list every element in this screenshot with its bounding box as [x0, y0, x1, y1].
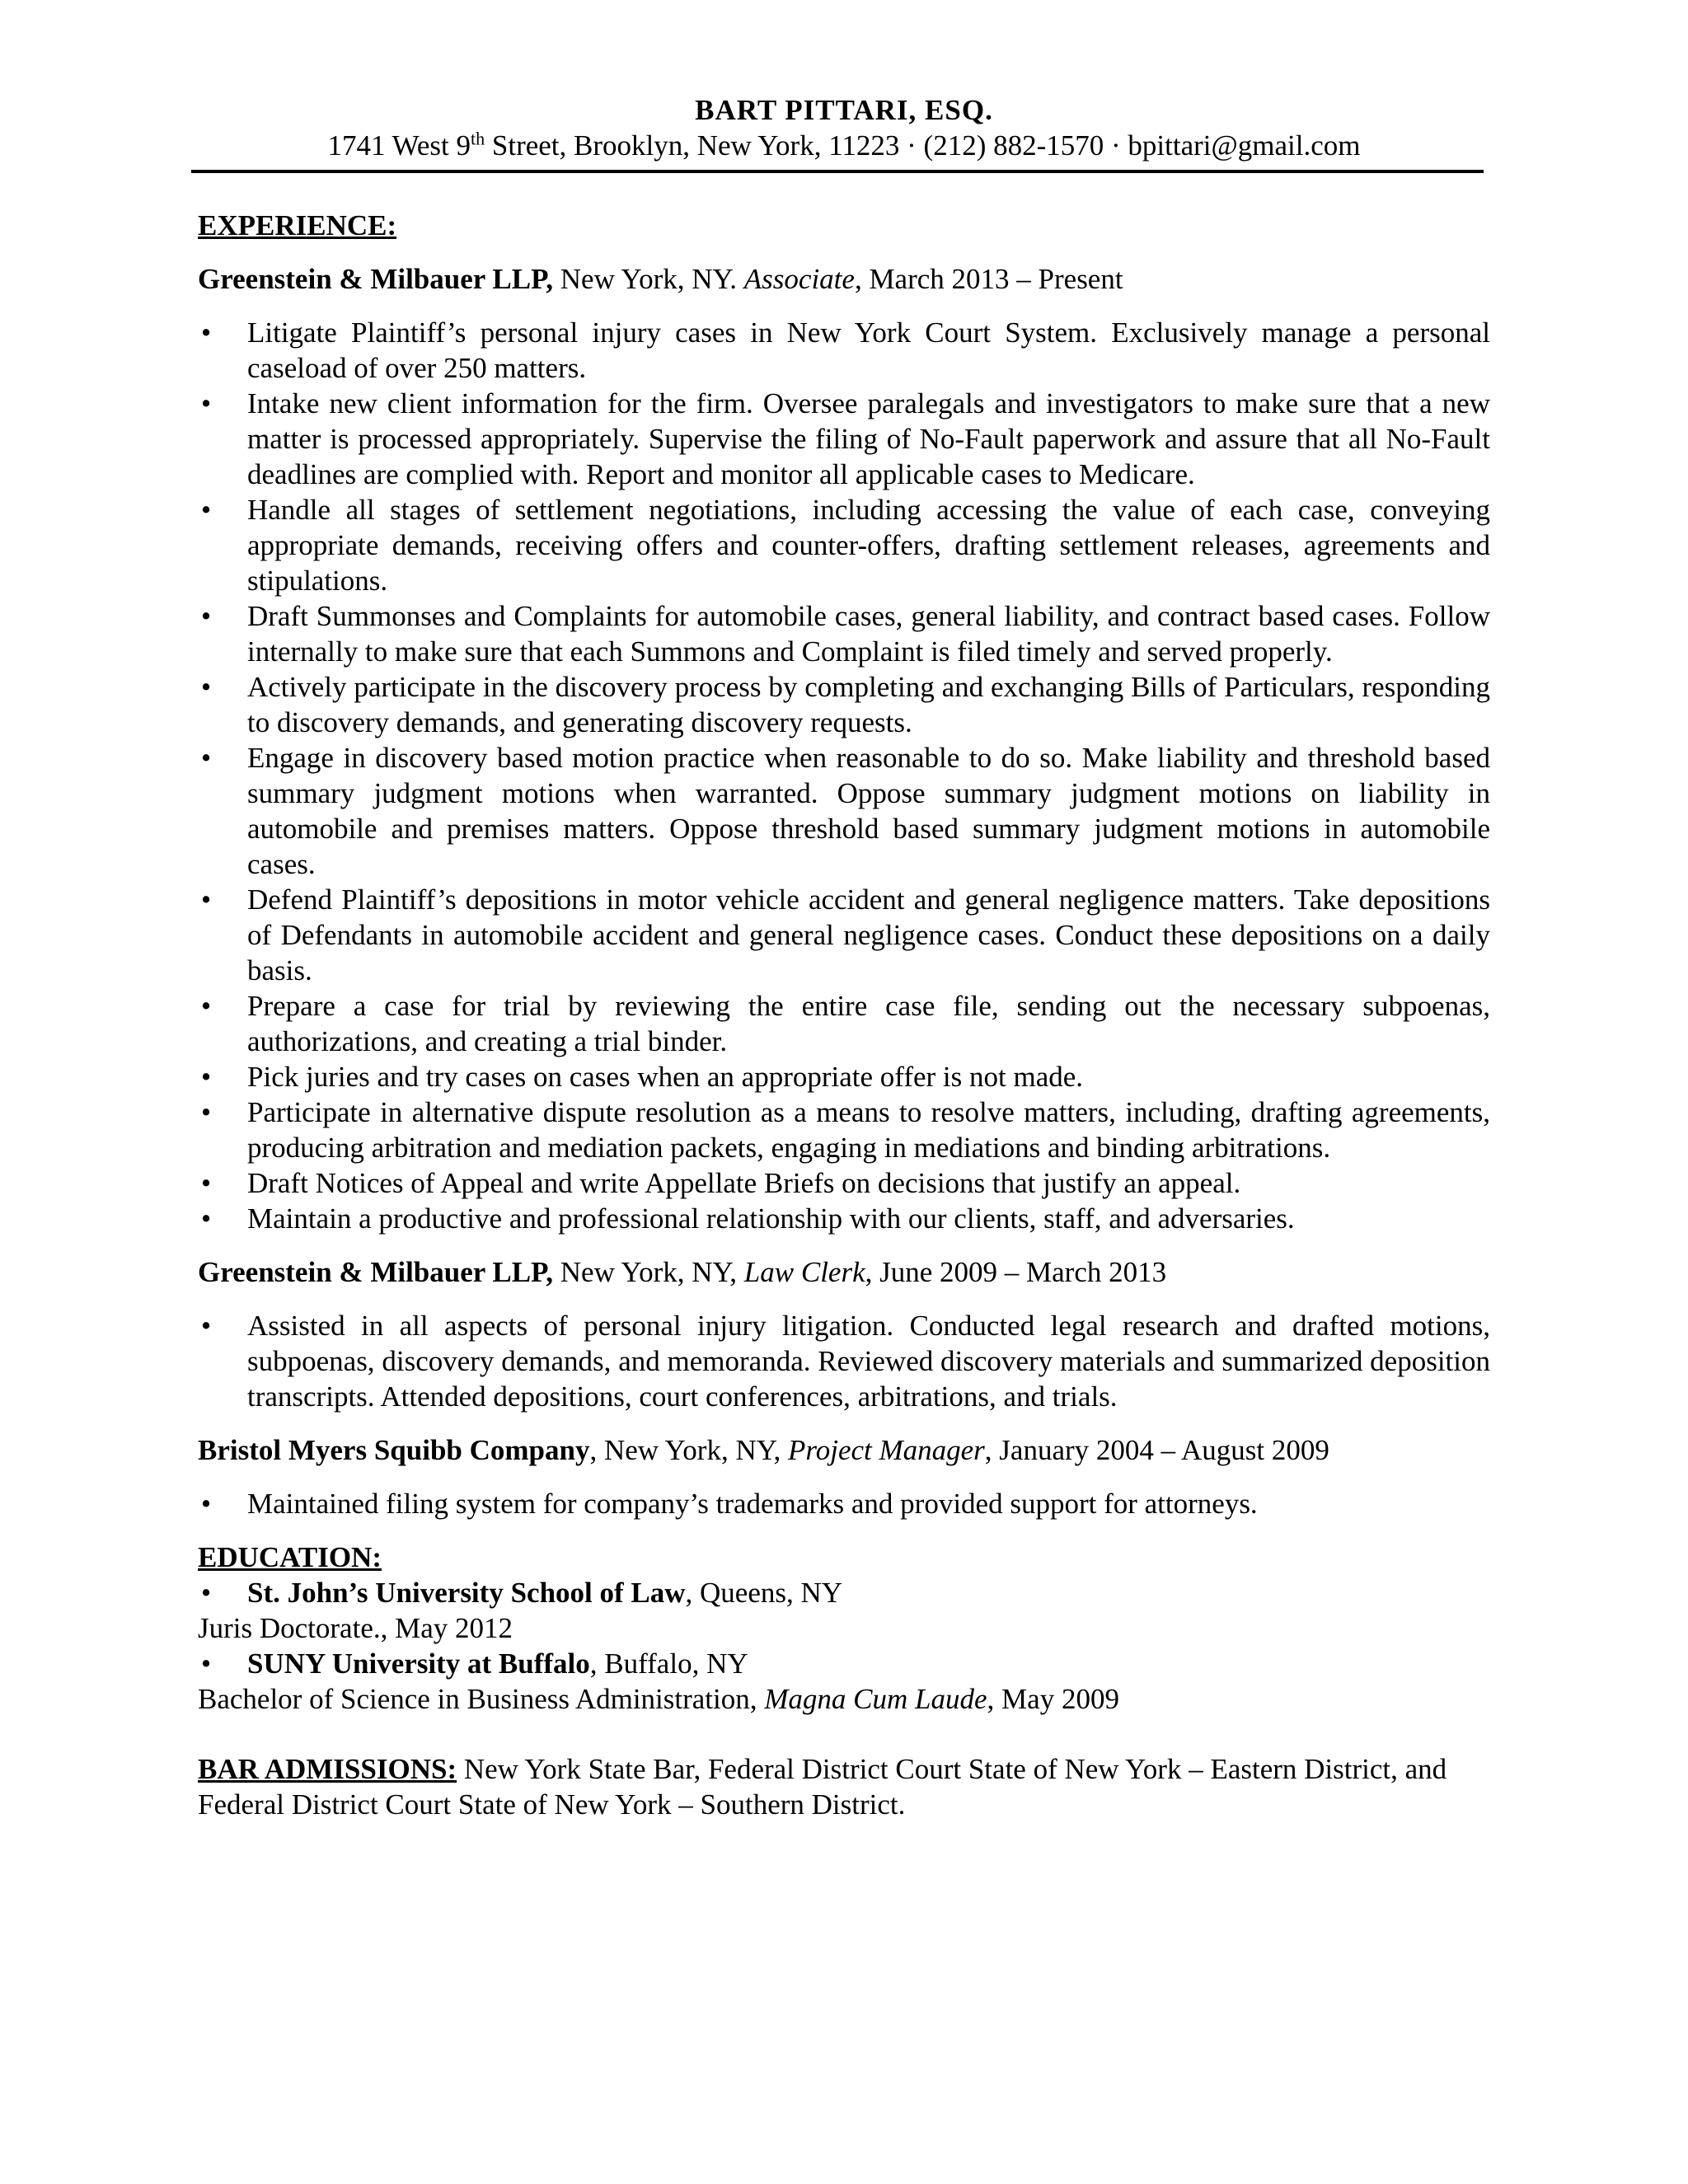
list-item [198, 1059, 1490, 1094]
experience-list [198, 261, 1490, 1521]
bullet-text: Draft Notices of Appeal and write Appellate Briefs on decisions that justify an appeal. [247, 1167, 1241, 1199]
bullet-icon: • [200, 600, 212, 632]
job-location: New York, NY, [553, 1256, 744, 1288]
education-list [198, 1575, 1490, 1717]
job-bullets [198, 1308, 1490, 1414]
job-title: Associate [743, 263, 855, 295]
job-bullets [198, 1486, 1490, 1521]
bullet-text: Assisted in all aspects of personal injury litigation. Conducted legal research and drafted motions, subpoenas, discovery demands, and memoranda. Reviewed discovery materials and summarized deposition transcripts. Attended depositions, court conferences, arbitrations, and trials. [247, 1310, 1490, 1413]
bullet-icon: • [200, 1310, 212, 1342]
list-item [198, 315, 1490, 386]
job-dates: , June 2009 – March 2013 [865, 1256, 1167, 1288]
bullet-text: Prepare a case for trial by reviewing the entire case file, sending out the necessary subpoenas, authorizations, and creating a trial binder. [247, 990, 1490, 1057]
bullet-icon: • [200, 1061, 212, 1093]
bar-admissions-label: BAR ADMISSIONS: [198, 1753, 457, 1785]
address-superscript: th [471, 128, 485, 149]
job-heading [198, 261, 1490, 297]
list-item [198, 1094, 1490, 1165]
bullet-icon: • [200, 671, 212, 703]
list-item [198, 740, 1490, 882]
education-school [198, 1646, 1490, 1681]
list-item [198, 386, 1490, 492]
bullet-icon: • [200, 1577, 212, 1609]
bullet-icon: • [200, 742, 212, 774]
job-heading [198, 1254, 1490, 1290]
degree: Bachelor of Science in Business Administration, [198, 1683, 765, 1715]
list-item [198, 1165, 1490, 1201]
header-divider [191, 170, 1484, 173]
employer-name: Greenstein & Milbauer LLP, [198, 1256, 554, 1288]
school-name: SUNY University at Buffalo [247, 1647, 590, 1680]
bullet-text: Litigate Plaintiff’s personal injury cases in New York Court System. Exclusively manage a personal caseload of over 250 matters. [247, 316, 1490, 384]
list-item [198, 1308, 1490, 1414]
bullet-text: Draft Summonses and Complaints for automobile cases, general liability, and contract based cases. Follow internally to make sure that each Summons and Complaint is filed timely and served properly. [247, 600, 1490, 668]
degree-date: , May 2009 [987, 1683, 1119, 1715]
degree-line [198, 1610, 1490, 1646]
bullet-text: Engage in discovery based motion practice when reasonable to do so. Make liability and threshold based summary judgment motions when warranted. Oppose summary judgment motions on liability in automobile and premises matters. Oppose threshold based summary judgment motions in automobile cases. [247, 742, 1490, 880]
list-item [198, 492, 1490, 598]
bullet-text: Actively participate in the discovery process by completing and exchanging Bills of Particulars, responding to discovery demands, and generating discovery requests. [247, 671, 1490, 738]
job-dates: , March 2013 – Present [854, 263, 1123, 295]
list-item [198, 988, 1490, 1059]
school-location: , Buffalo, NY [589, 1647, 748, 1680]
list-item [198, 598, 1490, 669]
address-part-2: Street, Brooklyn, New York, 11223 · (212) 882-1570 · bpittari@gmail.com [485, 129, 1361, 162]
bullet-icon: • [200, 316, 212, 349]
bar-admissions-text: New York State Bar, Federal District Court State of New York – Eastern District, and Federal District Court State of New York – Southern District. [198, 1753, 1447, 1821]
bullet-text: Maintained filing system for company’s trademarks and provided support for attorneys. [247, 1488, 1258, 1520]
bullet-text: Maintain a productive and professional relationship with our clients, staff, and adversaries. [247, 1202, 1295, 1235]
address-part-1: 1741 West 9 [327, 129, 471, 162]
list-item [198, 1201, 1490, 1236]
job-heading [198, 1432, 1490, 1468]
bullet-text: Participate in alternative dispute resolution as a means to resolve matters, including, drafting agreements, producing arbitration and mediation packets, engaging in mediations and binding arbitrations. [247, 1096, 1490, 1164]
list-item [198, 1486, 1490, 1521]
resume-page [198, 0, 1490, 1822]
job-bullets [198, 315, 1490, 1236]
bar-admissions [198, 1751, 1490, 1822]
bullet-icon: • [200, 1488, 212, 1520]
school-name: St. John’s University School of Law [247, 1577, 686, 1609]
employer-name: Bristol Myers Squibb Company [198, 1434, 590, 1466]
bullet-text: Pick juries and try cases on cases when an appropriate offer is not made. [247, 1061, 1084, 1093]
bullet-text: Defend Plaintiff’s depositions in motor vehicle accident and general negligence matters. Take depositions of Defendants in automobile accident and general negligence cases. Conduct these depositions on a daily basis. [247, 883, 1490, 987]
honors: Magna Cum Laude [764, 1683, 987, 1715]
bullet-icon: • [200, 387, 212, 419]
school-location: , Queens, NY [685, 1577, 843, 1609]
job-dates: , January 2004 – August 2009 [984, 1434, 1329, 1466]
contact-line [198, 129, 1490, 163]
bullet-icon: • [200, 494, 212, 526]
bullet-text: Intake new client information for the firm. Oversee paralegals and investigators to make sure that a new matter is processed appropriately. Supervise the filing of No-Fault paperwork and assure that all No-Fault deadlines are complied with. Report and monitor all applicable cases to Medicare. [247, 387, 1490, 490]
bullet-icon: • [200, 883, 212, 916]
bullet-icon: • [200, 1096, 212, 1128]
list-item [198, 669, 1490, 740]
bullet-text: Handle all stages of settlement negotiations, including accessing the value of each case, conveying appropriate demands, receiving offers and counter-offers, drafting settlement releases, agreements and stipulations. [247, 494, 1490, 597]
job-location: , New York, NY, [589, 1434, 789, 1466]
bullet-icon: • [200, 1167, 212, 1199]
bullet-icon: • [200, 1647, 212, 1680]
job-location: New York, NY. [553, 263, 744, 295]
education-heading: EDUCATION: [198, 1541, 382, 1573]
job-title: Law Clerk [743, 1256, 865, 1288]
candidate-name: BART PITTARI, ESQ. [695, 94, 993, 126]
bullet-icon: • [200, 990, 212, 1022]
job-title: Project Manager [788, 1434, 985, 1466]
degree-line [198, 1681, 1490, 1717]
degree: Juris Doctorate., May 2012 [198, 1612, 513, 1644]
bullet-icon: • [200, 1202, 212, 1235]
experience-heading: EXPERIENCE: [198, 209, 397, 241]
resume-header [198, 0, 1490, 173]
list-item [198, 882, 1490, 988]
employer-name: Greenstein & Milbauer LLP, [198, 263, 554, 295]
education-school [198, 1575, 1490, 1610]
